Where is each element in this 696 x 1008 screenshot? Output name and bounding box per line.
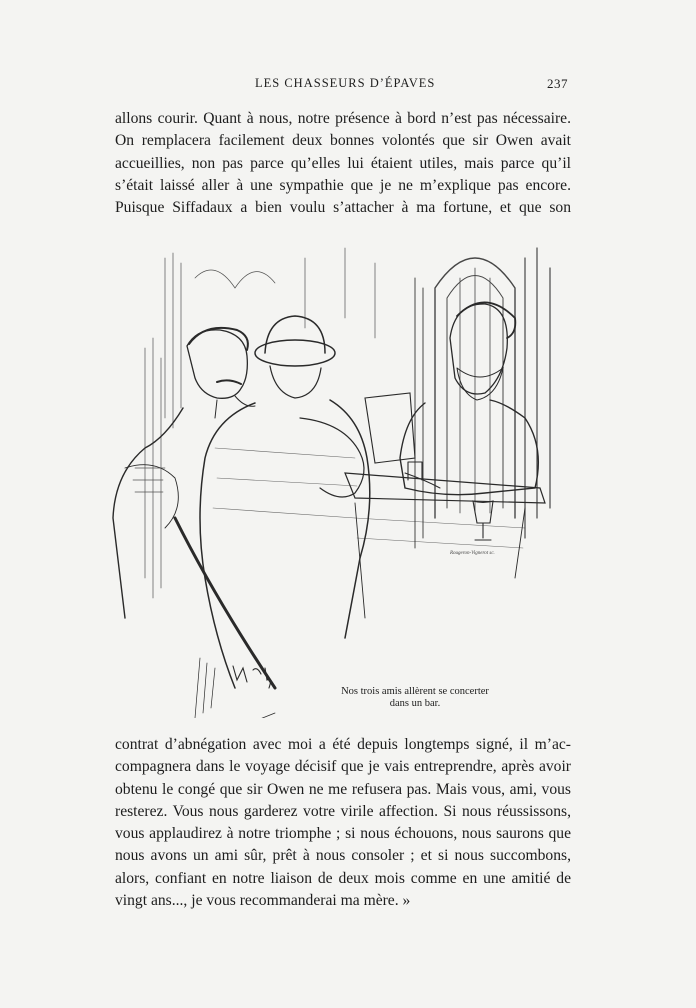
running-title: LES CHASSEURS D’ÉPAVES: [255, 76, 436, 90]
figure-middle-man: [175, 316, 370, 688]
caption-line: Nos trois amis allèrent se concerter: [341, 686, 489, 697]
figure-caption: [300, 686, 530, 710]
text-line: alors, confiant en notre liaison de deux mois comme en une amitié de: [115, 869, 571, 887]
running-header: [0, 76, 696, 96]
engraving-illustration: [105, 218, 580, 718]
text-line: accueillies, non pas parce qu’elles lui étaient utiles, mais parce qu’il: [115, 154, 571, 172]
body-paragraph-bottom: [115, 734, 571, 912]
text-line: resterez. Vous nous garderez votre virile affection. Si nous réussissons,: [115, 802, 571, 820]
text-line: s’était laissé aller à une sympathie que je ne m’explique pas encore.: [115, 176, 571, 194]
body-paragraph-top: [115, 108, 571, 219]
background-hatching: [133, 248, 375, 598]
figure-left-man: [113, 328, 255, 618]
text-line: Puisque Siffadaux a bien voulu s’attacher à ma fortune, et que son: [115, 199, 571, 217]
caption-line: dans un bar.: [389, 698, 441, 709]
text-line: nous avons un ami sûr, prêt à nous consoler ; et si nous succombons,: [115, 847, 571, 865]
figure-right-old-man: [365, 302, 538, 494]
page-number: 237: [547, 76, 568, 91]
text-line: obtenu le congé que sir Owen ne me refusera pas. Mais vous, ami, vous: [115, 780, 571, 798]
text-line: compagnera dans le voyage décisif que je vais entreprendre, après avoir: [115, 758, 571, 776]
text-line: vous applaudirez à notre triomphe ; si nous échouons, nous saurons que: [115, 825, 571, 843]
text-line: contrat d’abnégation avec moi a été depuis longtemps signé, il m’ac-: [115, 736, 571, 753]
artist-signature: Rougeron-Vignerot sc.: [450, 551, 495, 556]
text-line: vingt ans..., je vous recommanderai ma mère. »: [115, 892, 411, 910]
text-line: allons courir. Quant à nous, notre présence à bord n’est pas nécessaire.: [115, 110, 571, 127]
text-line: On remplacera facilement deux bonnes volontés que sir Owen avait: [115, 132, 571, 150]
